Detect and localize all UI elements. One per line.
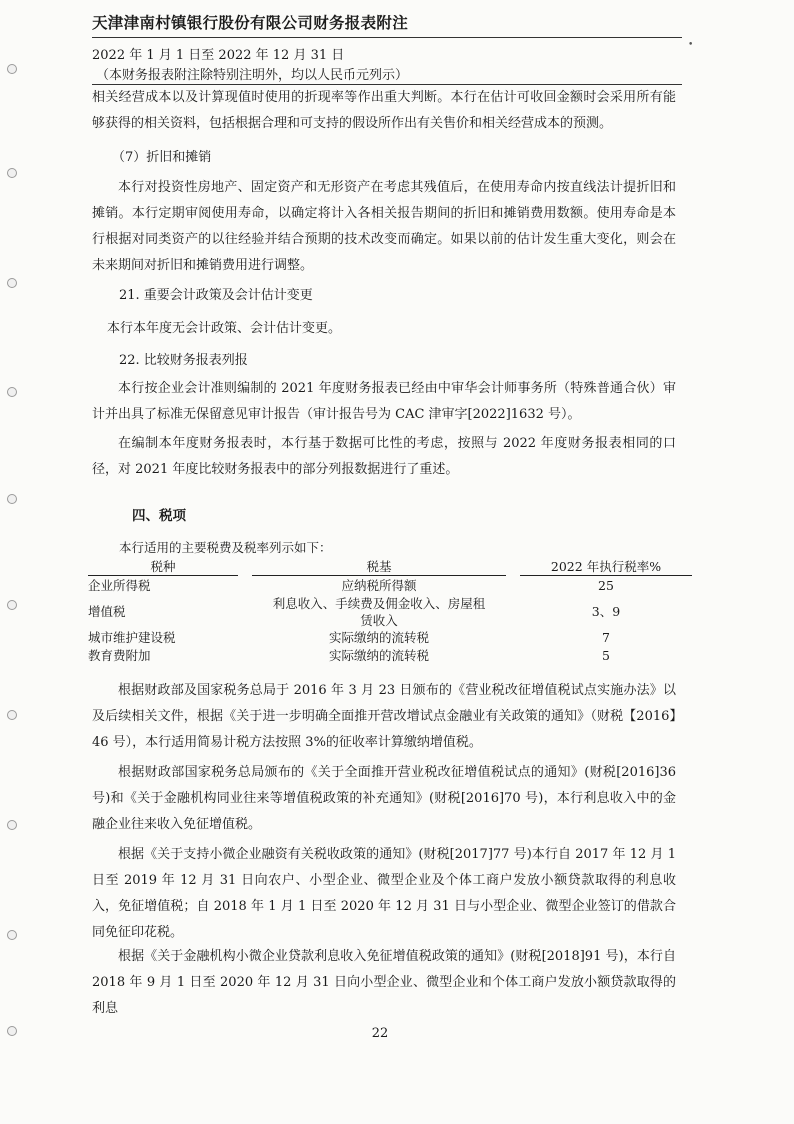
binder-hole (7, 494, 17, 504)
tax-table-header (88, 557, 692, 577)
binder-hole (7, 387, 17, 397)
table-row (88, 577, 692, 595)
tax-type-cell: 增值税 (88, 604, 126, 619)
paragraph-impairment (92, 85, 676, 137)
table-row (88, 595, 692, 629)
paragraph-text: 本行对投资性房地产、固定资产和无形资产在考虑其残值后，在使用寿命内按直线法计提折旧和摊销。本行定期审阅使用寿命，以确定将计入各相关报告期间的折旧和摊销费用数额。使用寿命是本行根据对同类资产的以往经验并结合预期的技术改变而确定。如果以前的估计发生重大变化，则会在未来期间对折旧和摊销费用进行调整。 (92, 180, 676, 273)
paragraph-interbank-exemption (92, 760, 676, 838)
tax-type-cell: 城市维护建设税 (88, 630, 176, 645)
tax-type-cell: 教育费附加 (88, 648, 151, 663)
tax-table (88, 557, 692, 665)
page-number: 22 (371, 1026, 389, 1041)
col-header-tax-rate: 2022 年执行税率% (520, 557, 692, 577)
paragraph-text: 本行按企业会计准则编制的 2021 年度财务报表已经由中审华会计师事务所（特殊普通合伙）审计并出具了标准无保留意见审计报告（审计报告号为 CAC 津审字[2022]1632 号）。 (92, 381, 676, 422)
tax-base-cell: 利息收入、手续费及佣金收入、房屋租赁收入 (272, 596, 486, 628)
paragraph-section-22b (92, 431, 676, 483)
heading-depreciation: （7）折旧和摊销 (112, 150, 212, 165)
tax-base-cell: 实际缴纳的流转税 (328, 630, 429, 645)
heading-section-22: 22. 比较财务报表列报 (119, 353, 248, 368)
header-rule (92, 37, 682, 38)
paragraph-text: 根据《关于金融机构小微企业贷款利息收入免征增值税政策的通知》(财税[2018]91 号)，本行自 2018 年 9 月 1 日至 2020 年 12 月 31 日向小型企业、微型企业和个体工商户发放小额贷款取得的利息 (92, 949, 676, 1016)
document-title: 天津津南村镇银行股份有限公司财务报表附注 (92, 14, 409, 32)
paragraph-section-22a (92, 376, 676, 428)
binder-hole (7, 820, 17, 830)
table-row (88, 629, 692, 647)
paragraph-text: 根据《关于支持小微企业融资有关税收政策的通知》(财税[2017]77 号)本行自 2017 年 12 月 1 日至 2019 年 12 月 31 日向农户、小型企业、微型企业及个体工商户发放小额贷款取得的利息收入，免征增值税；自 2018 年 1 月 1 日至 2020 年 12 月 31 日与小型企业、微型企业签订的借款合同免征印花税。 (92, 847, 676, 940)
binder-hole (7, 930, 17, 940)
paragraph-text: 相关经营成本以及计算现值时使用的折现率等作出重大判断。本行在估计可收回金额时会采用所有能够获得的相关资料，包括根据合理和可支持的假设所作出有关售价和相关经营成本的预测。 (92, 90, 676, 131)
scan-mark: • (688, 40, 694, 50)
paragraph-vat-reform (92, 678, 676, 756)
col-header-tax-base: 税基 (252, 557, 506, 577)
tax-table-intro: 本行适用的主要税费及税率列示如下： (119, 540, 332, 555)
paragraph-depreciation (92, 175, 676, 279)
binder-hole (7, 710, 17, 720)
paragraph-text: 根据财政部国家税务总局颁布的《关于全面推开营业税改征增值税试点的通知》(财税[2016]36 号)和《关于金融机构同业往来等增值税政策的补充通知》(财税[2016]70 号)，本行利息收入中的金融企业往来收入免征增值税。 (92, 765, 676, 832)
paragraph-small-loans-2017 (92, 842, 676, 946)
binder-hole (7, 64, 17, 74)
tax-rate-cell: 3、9 (591, 604, 621, 619)
tax-rate-cell: 5 (602, 648, 610, 663)
paragraph-text: 根据财政部及国家税务总局于 2016 年 3 月 23 日颁布的《营业税改征增值税试点实施办法》以及后续相关文件，根据《关于进一步明确全面推开营改增试点金融业有关政策的通知》（财税【2016】46 号），本行适用简易计税方法按照 3%的征收率计算缴纳增值税。 (92, 683, 676, 750)
table-row (88, 647, 692, 665)
paragraph-text: 在编制本年度财务报表时，本行基于数据可比性的考虑，按照与 2022 年度财务报表相同的口径，对 2021 年度比较财务报表中的部分列报数据进行了重述。 (92, 436, 676, 477)
tax-rate-cell: 7 (602, 630, 610, 645)
tax-base-cell: 实际缴纳的流转税 (328, 648, 429, 663)
paragraph-section-21: 本行本年度无会计政策、会计估计变更。 (107, 321, 342, 336)
binder-hole (7, 600, 17, 610)
col-header-tax-type: 税种 (88, 557, 238, 577)
tax-base-cell: 应纳税所得额 (341, 578, 417, 593)
heading-taxes: 四、税项 (132, 508, 186, 524)
tax-type-cell: 企业所得税 (88, 578, 151, 593)
report-period: 2022 年 1 月 1 日至 2022 年 12 月 31 日 (92, 48, 345, 63)
currency-note: （本财务报表附注除特别注明外，均以人民币元列示） (96, 68, 409, 83)
tax-rate-cell: 25 (598, 578, 614, 593)
binder-hole (7, 278, 17, 288)
binder-hole (7, 168, 17, 178)
paragraph-small-loans-2018 (92, 944, 676, 1022)
heading-section-21: 21. 重要会计政策及会计估计变更 (119, 288, 313, 303)
